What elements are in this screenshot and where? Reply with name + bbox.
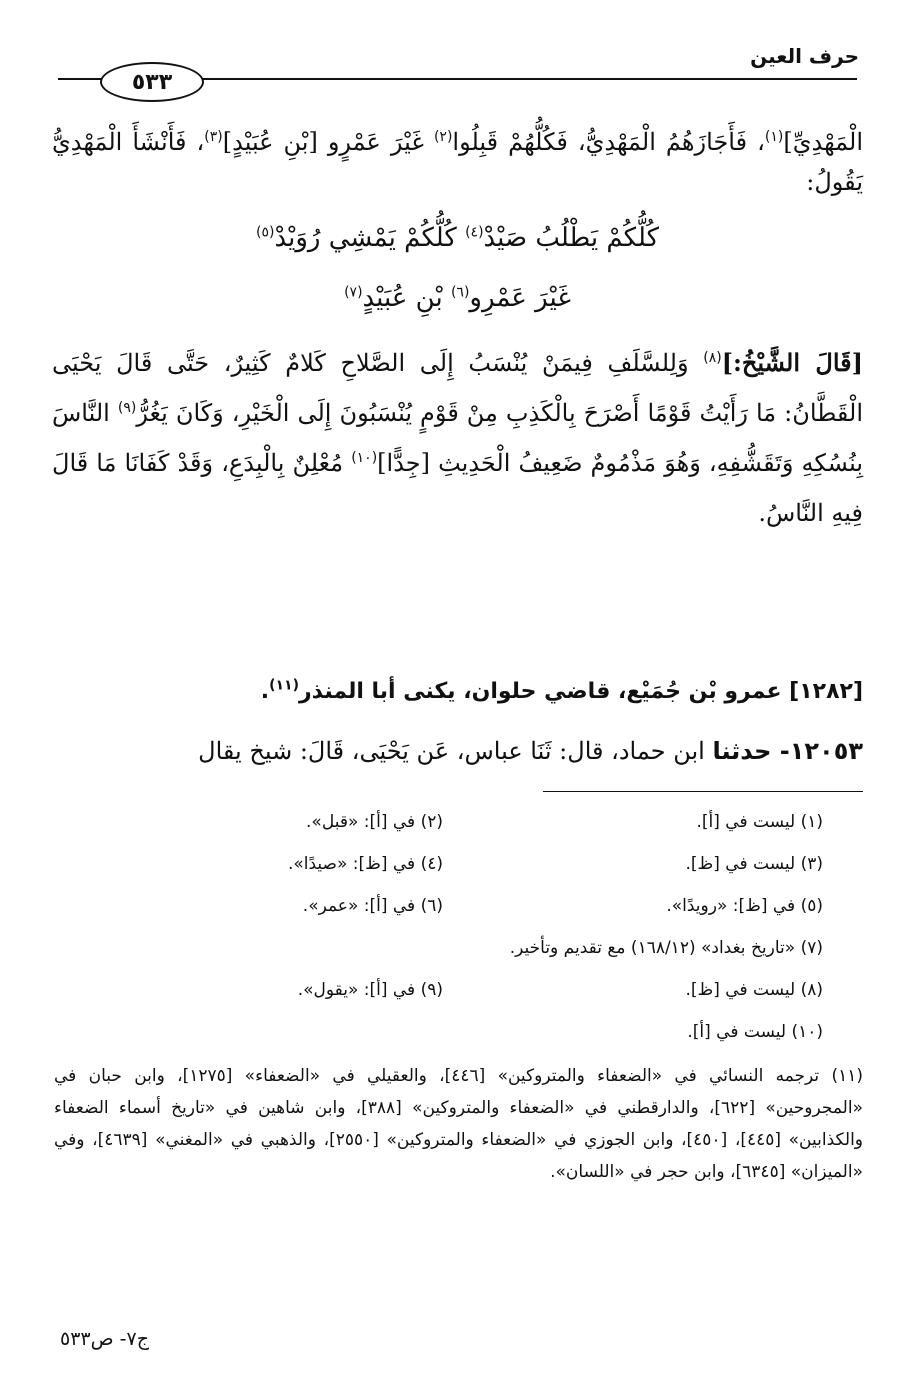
footnote-4: (٤) في [ظ]: «صيدًا». xyxy=(287,854,443,874)
text-segment: النَّاسَ بِنُسُكِهِ وَتَقَشُّفِهِ، وَهُوَ مَذْمُومٌ ضَعِيفُ الْحَدِيثِ [جِدًّا] xyxy=(52,399,863,477)
footnote-ref-6: (٦) xyxy=(450,284,470,301)
footnote-ref-1: (١) xyxy=(764,129,784,145)
text-segment: مُعْلِنٌ بِالْبِدَعِ، وَقَدْ كَفَانَا مَا قَالَ فِيهِ النَّاسُ. xyxy=(52,449,863,527)
main-text xyxy=(52,122,863,538)
text-segment: وَلِلسَّلَفِ فِيمَنْ يُنْسَبُ إِلَى الصَّلاحِ كَلامٌ كَثِيرٌ، حَتَّى قَالَ يَحْيَى الْقَطَّانُ: مَا رَأَيْتُ قَوْمًا أَصْرَحَ بِالْكَذِبِ مِنْ قَوْمٍ يُنْسَبُونَ إِلَى الْخَيْرِ، وَكَانَ يَغُرُّ xyxy=(52,349,863,427)
text-segment: كُلُّكُمْ يَمْشِي رُوَيْدْ xyxy=(274,223,466,253)
footnote-7: (٧) «تاريخ بغداد» (١٦٨/١٢) مع تقديم وتأخير. xyxy=(509,938,823,958)
footnote-10: (١٠) ليست في [أ]. xyxy=(687,1022,823,1042)
text-segment: بْنِ عُبَيْدٍ xyxy=(362,283,451,313)
footnote-ref-9: (٩) xyxy=(117,400,137,416)
paragraph-1 xyxy=(52,122,863,202)
poem xyxy=(52,218,863,318)
page-number: ٥٣٣ xyxy=(131,69,173,95)
footnote-ref-7: (٧) xyxy=(344,284,363,301)
footnote-ref-10: (١٠) xyxy=(351,450,378,466)
text-segment: الْمَهْدِيِّ] xyxy=(783,128,863,156)
footnote-ref-4: (٤) xyxy=(465,224,484,241)
entry-end: . xyxy=(260,679,270,704)
footnote-11: (١١) ترجمه النسائي في «الضعفاء والمتروكين» [٤٤٦]، والعقيلي في «الضعفاء» [١٢٧٥]، وابن حبان في «المجروحين» [٦٢٢]، والدارقطني في «الضعفاء والمتروكين» [٣٨٨]، وابن شاهين في «تاريخ أسماء الضعفاء والكذابين» [٤٤٥]، [٤٥٠]، وابن الجوزي في «الضعفاء والمتروكين» [٢٥٥٠]، والذهبي في «المغني» [٤٦٣٩]، وفي «الميزان» [٦٣٤٥]، وابن حجر في «اللسان». xyxy=(54,1066,863,1182)
poem-line-2 xyxy=(52,278,863,318)
footnote-3: (٣) ليست في [ظ]. xyxy=(685,854,823,874)
text-segment: ، فَأَجَازَهُمُ الْمَهْدِيُّ، فَكُلُّهُمْ قَبِلُوا xyxy=(452,128,765,156)
text-segment: ، فَأَنْشَأَ الْمَهْدِيُّ يَقُولُ: xyxy=(52,128,863,196)
footnote-2: (٢) في [أ]: «قبل». xyxy=(306,812,443,832)
footnote-1: (١) ليست في [أ]. xyxy=(696,812,823,832)
paragraph-2 xyxy=(52,338,863,538)
narration-line xyxy=(52,733,863,769)
text-segment: [قَالَ الشَّيْخُ:] xyxy=(721,348,863,377)
footnote-ref-2: (٢) xyxy=(433,129,453,145)
footnote-ref-8: (٨) xyxy=(703,350,722,366)
footnote-ref-3: (٣) xyxy=(204,129,223,145)
folio: ج٧- ص٥٣٣ xyxy=(60,1328,149,1350)
footnote-ref-11: (١١) xyxy=(269,677,299,694)
footnote-8: (٨) ليست في [ظ]. xyxy=(685,980,823,1000)
narration-number: ١٢٠٥٣- حدثنا xyxy=(712,737,863,765)
footnote-5: (٥) في [ظ]: «رويدًا». xyxy=(666,896,823,916)
footnote-6: (٦) في [أ]: «عمر». xyxy=(302,896,443,916)
footnote-rule xyxy=(543,791,863,792)
narration-text: ابن حماد، قال: ثَنَا عباس، عَن يَحْيَى، قَالَ: شيخ يقال xyxy=(198,737,713,765)
poem-line-1 xyxy=(52,218,863,258)
text-segment: غَيْرَ عَمْرِو xyxy=(469,283,571,313)
footnote-ref-5: (٥) xyxy=(256,224,275,241)
entry-title: [١٢٨٢] عمرو بْن جُمَيْع، قاضي حلوان، يكنى أبا المنذر xyxy=(298,679,863,704)
text-segment: كُلُّكُمْ يَطْلُبُ صَيْدْ xyxy=(483,223,659,253)
running-title: حرف العين xyxy=(750,44,859,68)
entry-heading xyxy=(52,674,863,710)
footnote-9: (٩) في [أ]: «يقول». xyxy=(297,980,443,1000)
page-number-oval xyxy=(100,62,204,102)
text-segment: غَيْرَ عَمْرٍو [بْنِ عُبَيْدٍ] xyxy=(222,128,434,156)
